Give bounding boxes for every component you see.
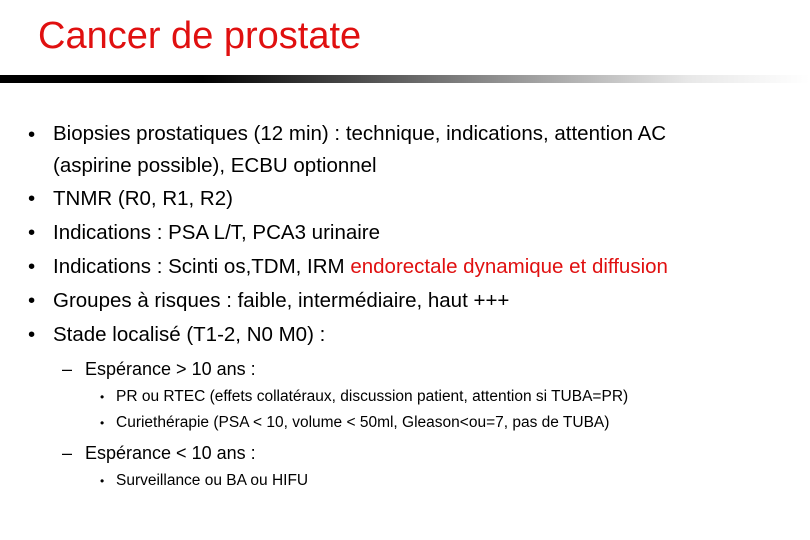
slide-title: Cancer de prostate (38, 15, 362, 57)
bullet-item-localized-stage (0, 318, 810, 352)
small-bullet-icon: • (100, 390, 105, 404)
bullet-text: TNMR (R0, R1, R2) (53, 187, 233, 210)
bullet-item-risk-groups (0, 284, 810, 318)
small-bullet-icon: • (100, 474, 105, 488)
bullet-icon: • (28, 289, 36, 312)
title-divider (0, 75, 810, 83)
bullet-text: Groupes à risques : faible, intermédiaire, haut +++ (53, 289, 510, 312)
sub-item-label: Espérance < 10 ans : (85, 443, 256, 463)
bullet-text: Indications : Scinti os,TDM, IRM (53, 255, 351, 278)
sub-sub-item-text: Surveillance ou BA ou HIFU (116, 472, 309, 489)
bullet-text-continued: (aspirine possible), ECBU optionnel (53, 154, 377, 177)
bullet-item-indications-imaging (0, 250, 810, 284)
bullet-list (0, 118, 810, 494)
bullet-item-biopsies (0, 118, 810, 182)
sub-sub-item-surveillance (0, 468, 810, 494)
sub-item-life-expectancy-under-10 (0, 438, 810, 468)
bullet-text: Indications : PSA L/T, PCA3 urinaire (53, 221, 381, 244)
dash-icon: – (62, 359, 73, 379)
sub-sub-item-pr-rtec (0, 384, 810, 410)
bullet-icon: • (28, 255, 36, 278)
sub-sub-item-text: PR ou RTEC (effets collatéraux, discussion patient, attention si TUBA=PR) (116, 388, 629, 405)
highlight-text: endorectale dynamique et diffusion (350, 255, 668, 278)
bullet-item-tnmr (0, 182, 810, 216)
sub-item-life-expectancy-over-10 (0, 354, 810, 384)
small-bullet-icon: • (100, 416, 105, 430)
bullet-icon: • (28, 221, 36, 244)
bullet-text: Biopsies prostatiques (12 min) : technique, indications, attention AC (53, 122, 667, 145)
bullet-icon: • (28, 323, 36, 346)
bullet-text: Stade localisé (T1-2, N0 M0) : (53, 323, 326, 346)
bullet-item-indications-psa (0, 216, 810, 250)
bullet-icon: • (28, 187, 36, 210)
dash-icon: – (62, 443, 73, 463)
sub-sub-item-curietherapie (0, 410, 810, 436)
bullet-icon: • (28, 123, 36, 146)
sub-item-label: Espérance > 10 ans : (85, 359, 256, 379)
sub-sub-item-text: Curiethérapie (PSA < 10, volume < 50ml, Gleason<ou=7, pas de TUBA) (116, 414, 610, 431)
